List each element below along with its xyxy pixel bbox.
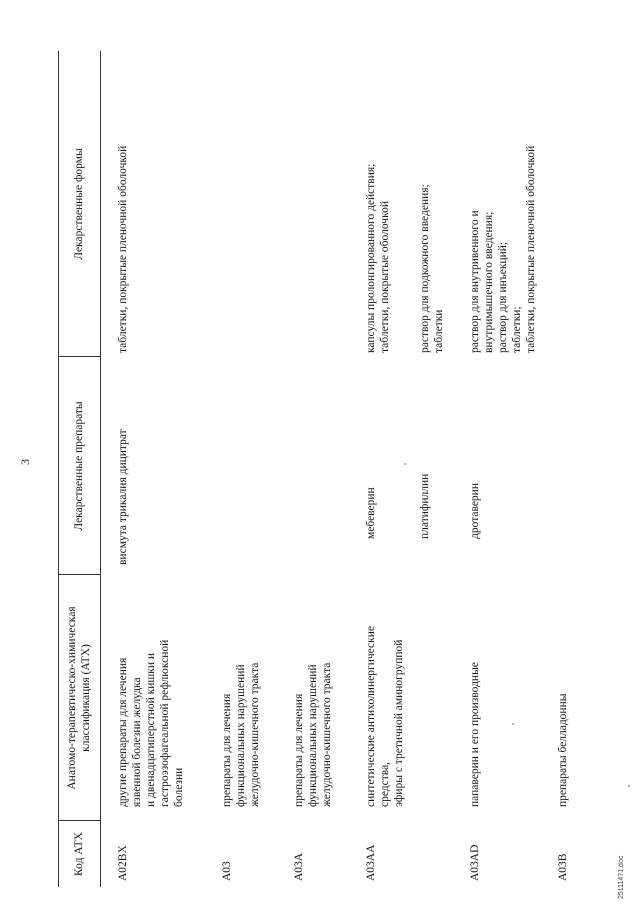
header-code: Код АТХ bbox=[73, 832, 85, 876]
row-a03b-classification: препараты белладонны bbox=[557, 693, 569, 807]
row-a03ad-forms: раствор для внутривенного и внутримышечного введения; раствор для инъекций; таблетки; таблетки, покрытые пленочной оболочкой bbox=[469, 145, 537, 353]
row-a03ad-drug: дротаверин bbox=[469, 483, 481, 539]
header-drugs: Лекарственные препараты bbox=[73, 401, 85, 531]
row-a03a-code: A03A bbox=[293, 852, 305, 881]
header-forms: Лекарственные формы bbox=[73, 148, 85, 260]
row-platifillin-forms: раствор для подкожного введения; таблетки bbox=[419, 184, 445, 353]
row-a03-classification: препараты для лечения функциональных нарушений желудочно-кишечного тракта bbox=[221, 662, 261, 807]
table-header-bottom-border bbox=[100, 51, 101, 887]
row-a03a-classification: препараты для лечения функциональных нарушений желудочно-кишечного тракта bbox=[293, 662, 333, 807]
row-a03-code: A03 bbox=[221, 861, 233, 881]
document-filename: 25111471.doc bbox=[618, 855, 625, 899]
row-a03aa-forms: капсулы пролонгированного действия; таблетки, покрытые оболочкой bbox=[365, 163, 391, 353]
scan-speck bbox=[404, 463, 406, 465]
scan-speck bbox=[628, 785, 630, 787]
row-a03b-code: A03B bbox=[557, 853, 569, 881]
row-a03aa-classification: синтетические антихолинергические средства, эфиры с третичной аминогруппой bbox=[365, 626, 405, 807]
scan-speck bbox=[512, 723, 514, 725]
row-a03ad-classification: папаверин и его производные bbox=[469, 662, 481, 807]
row-a02bx-code: A02BX bbox=[117, 845, 129, 881]
page-number: 3 bbox=[18, 459, 32, 465]
table-top-border bbox=[58, 51, 59, 887]
row-a02bx-classification: другие препараты для лечения язвенной болезни желудка и двенадцатиперстной кишки и гастроэзофагеальной рефлюксной болезни bbox=[117, 639, 185, 807]
header-classification: Анатомо-терапевтическо-химическая классификация (АТХ) bbox=[66, 606, 92, 790]
row-a03aa-code: A03AA bbox=[365, 844, 377, 881]
row-a02bx-forms: таблетки, покрытые пленочной оболочкой bbox=[117, 145, 129, 353]
row-a03ad-code: A03AD bbox=[469, 844, 481, 881]
row-a03aa-drug: мебеверин bbox=[365, 487, 377, 539]
row-a02bx-drug: висмута трикалия дицитрат bbox=[117, 429, 129, 565]
row-platifillin-drug: платифиллин bbox=[419, 473, 431, 539]
